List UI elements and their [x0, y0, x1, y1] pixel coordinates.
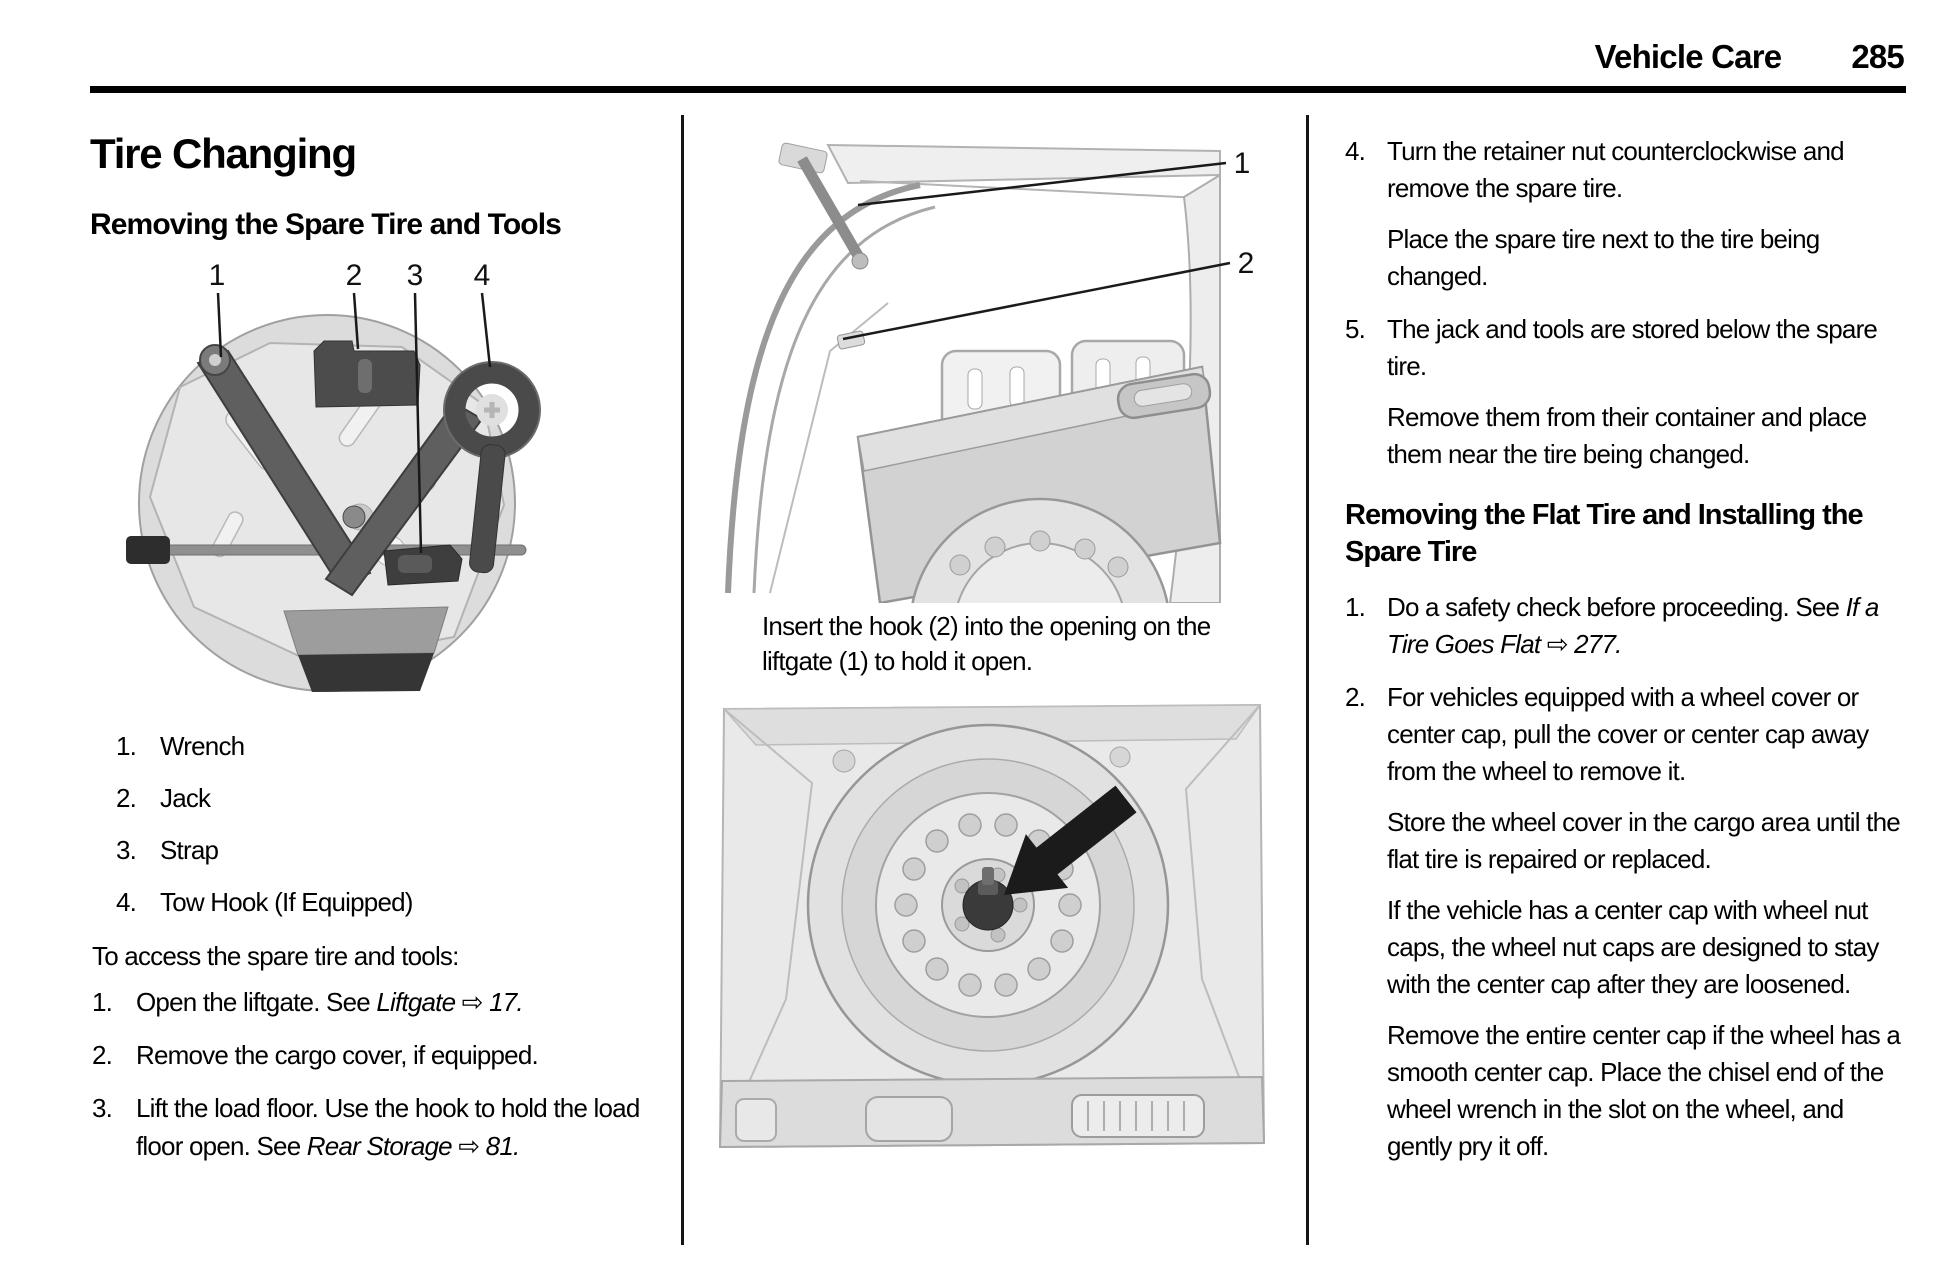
left-column — [90, 115, 680, 1280]
step-item — [1345, 133, 1907, 295]
step-paragraph: The jack and tools are stored below the spare tire. — [1387, 314, 1878, 381]
step-item — [92, 1036, 676, 1074]
step-number: 1. — [1345, 592, 1366, 622]
callout-2: 2 — [1237, 247, 1255, 280]
strut-ball-joint — [852, 253, 868, 269]
header-rule — [90, 86, 1906, 93]
well-fastener — [833, 750, 855, 772]
step-body — [1387, 133, 1907, 295]
figure-caption: Insert the hook (2) into the opening on the liftgate (1) to hold it open. — [762, 611, 1211, 676]
figure-tools-tray — [102, 255, 572, 710]
figure-callouts — [209, 259, 491, 292]
item-number: 4. — [116, 887, 137, 917]
step-paragraph: For vehicles equipped with a wheel cover or center cap, pull the cover or center cap away from the wheel to remove it. — [1387, 682, 1869, 786]
step-body — [1387, 589, 1907, 663]
item-number: 1. — [116, 731, 137, 761]
step-item — [92, 983, 676, 1021]
strap-buckle — [398, 555, 432, 573]
step-item — [92, 1089, 676, 1165]
column-divider — [681, 115, 684, 1245]
right-column — [1345, 133, 1907, 1181]
jack-pivot — [343, 506, 365, 528]
step-number: 3. — [92, 1093, 113, 1123]
tray-pocket — [284, 607, 448, 655]
heading-removing-flat-tire: Removing the Flat Tire and Installing the Spare Tire — [1345, 499, 1863, 568]
step-paragraph: Remove them from their container and place them near the tire being changed. — [1387, 402, 1867, 469]
step-paragraph: Store the wheel cover in the cargo area until the flat tire is repaired or replaced. — [1387, 807, 1900, 874]
well-fastener — [1110, 747, 1130, 767]
step-paragraph: If the vehicle has a center cap with wheel nut caps, the wheel nut caps are designed to stay with the center cap after they are loosened. — [1387, 895, 1879, 999]
item-label: Wrench — [160, 731, 245, 761]
callout-1: 1 — [1233, 147, 1251, 180]
callout-1: 1 — [208, 259, 226, 292]
step-number: 1. — [92, 987, 113, 1017]
item-number: 2. — [116, 783, 137, 813]
spare-tire-illustration — [808, 725, 1168, 1085]
step-paragraph: Place the spare tire next to the tire being changed. — [1387, 224, 1820, 291]
access-intro: To access the spare tire and tools: — [92, 941, 459, 971]
step-number: 2. — [1345, 682, 1366, 712]
step-body — [1387, 311, 1907, 473]
item-number: 3. — [116, 835, 137, 865]
callout-3: 3 — [406, 259, 424, 292]
tool-list-item — [116, 883, 413, 922]
step-number: 5. — [1345, 314, 1366, 344]
middle-column — [710, 115, 1310, 1280]
callout-4: 4 — [473, 259, 491, 292]
figure-callouts — [1234, 147, 1255, 280]
tool-list — [116, 727, 413, 935]
retainer-nut-stem — [982, 867, 994, 885]
step-text: Lift the load floor. Use the hook to hold the load floor open. See Rear Storage ⇨ 81. — [136, 1093, 640, 1161]
step-item — [1345, 589, 1907, 663]
callout-2: 2 — [345, 259, 363, 292]
step-body — [1387, 679, 1907, 1165]
wrench-pivot-hole — [209, 354, 221, 366]
tool-list-item — [116, 727, 413, 766]
tray-pocket-shadow — [298, 653, 434, 692]
step-number: 4. — [1345, 136, 1366, 166]
section-title: Vehicle Care — [1594, 38, 1782, 75]
hold-open-hook — [837, 330, 865, 349]
page-header — [1595, 38, 1904, 76]
figure-spare-tire-well — [716, 699, 1268, 1151]
page-number: 285 — [1851, 38, 1904, 75]
step-item — [1345, 311, 1907, 473]
wrench-socket-end — [126, 536, 170, 564]
step-number: 2. — [92, 1040, 113, 1070]
item-label: Jack — [160, 783, 211, 813]
access-steps — [92, 983, 676, 1180]
step-paragraph: Do a safety check before proceeding. See If a Tire Goes Flat ⇨ 277. — [1387, 592, 1879, 659]
figure-cargo-area — [710, 141, 1270, 603]
item-label: Tow Hook (If Equipped) — [160, 887, 413, 917]
item-label: Strap — [160, 835, 219, 865]
step-paragraph: Remove the entire center cap if the wheel has a smooth center cap. Place the chisel end of the wheel wrench in the slot on the wheel, and gently pry it off. — [1387, 1020, 1901, 1161]
jack-cap-slot — [358, 359, 372, 393]
page-title: Tire Changing — [90, 130, 356, 177]
heading-removing-spare-tire-tools: Removing the Spare Tire and Tools — [90, 208, 561, 241]
step-text: Remove the cargo cover, if equipped. — [136, 1040, 538, 1070]
roof-edge — [828, 145, 1220, 183]
step-paragraph: Turn the retainer nut counterclockwise and remove the spare tire. — [1387, 136, 1844, 203]
tool-list-item — [116, 831, 413, 870]
step-text: Open the liftgate. See Liftgate ⇨ 17. — [136, 987, 523, 1017]
tool-list-item — [116, 779, 413, 818]
step-item — [1345, 679, 1907, 1165]
bumper-sill — [720, 1077, 1264, 1147]
